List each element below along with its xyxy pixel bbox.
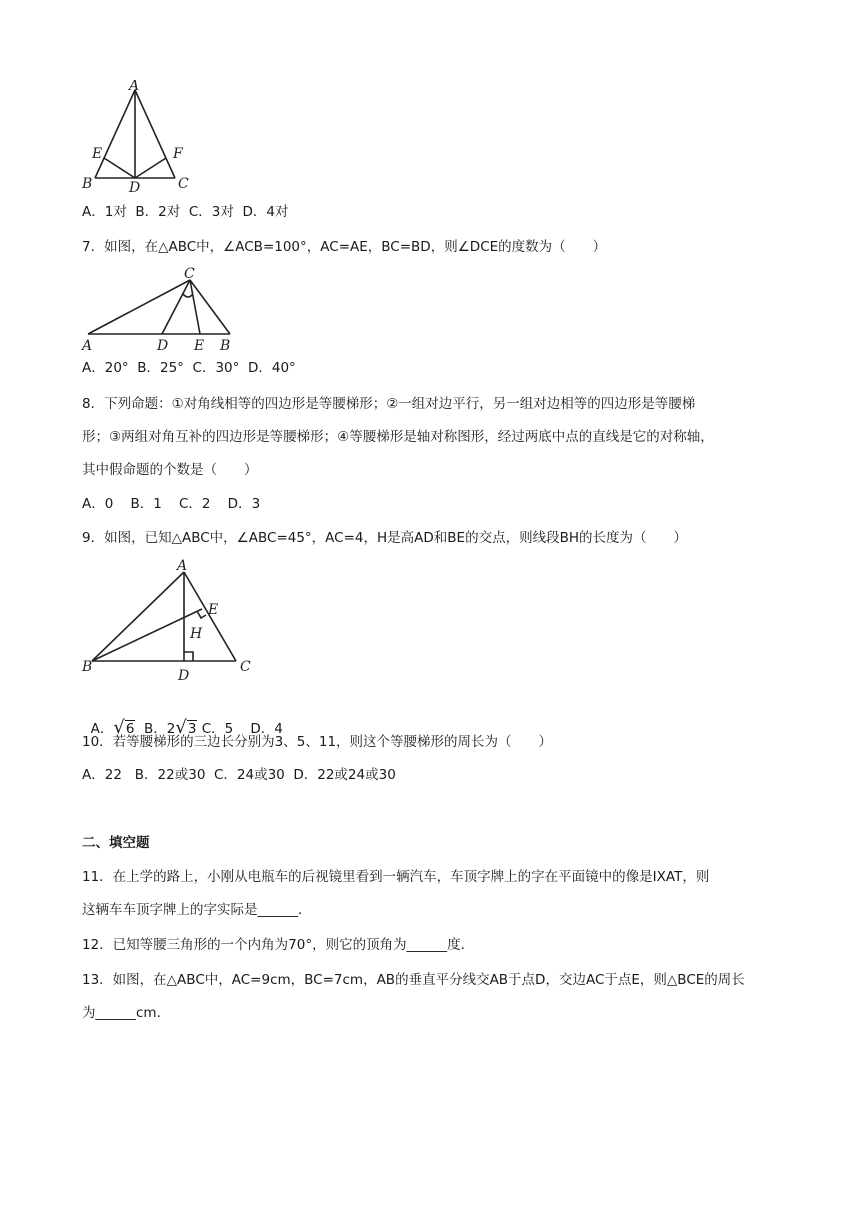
figure-q7-triangle <box>80 262 240 354</box>
q9-option-a-prefix: A． <box>90 721 114 737</box>
q11-question-line2: 这辆车车顶字牌上的字实际是______． <box>82 902 312 918</box>
fig9-label-c: C <box>240 659 251 675</box>
figure-q6-triangle <box>80 80 190 195</box>
q10-question: 10．若等腰梯形的三边长分别为3、5、11，则这个等腰梯形的周长为（ ） <box>82 734 553 750</box>
fig6-label-a: A <box>129 80 140 94</box>
q8-options: A．0 B．1 C．2 D．3 <box>82 496 261 512</box>
q9-option-b-radicand: 3 <box>187 721 197 737</box>
q12-question: 12．已知等腰三角形的一个内角为70°，则它的顶角为______度． <box>82 937 475 953</box>
q8-question-line2: 形；③两组对角互补的四边形是等腰梯形；④等腰梯形是轴对称图形，经过两底中点的直线是它的对称轴， <box>82 429 714 445</box>
fig6-label-e: E <box>92 146 103 162</box>
fig7-label-e: E <box>194 338 205 354</box>
figure-q9-triangle <box>80 556 255 688</box>
fig7-label-d: D <box>157 338 169 354</box>
q7-question: 7．如图，在△ABC中，∠ACB=100°，AC=AE，BC=BD，则∠DCE的度数为（ ） <box>82 239 607 255</box>
q6-options: A．1对 B．2对 C．3对 D．4对 <box>82 204 289 220</box>
fig7-label-a: A <box>82 338 93 354</box>
q9-question: 9．如图，已知△ABC中，∠ABC=45°，AC=4，H是高AD和BE的交点，则线段BH的长度为（ ） <box>82 530 687 546</box>
q8-question-line1: 8．下列命题：①对角线相等的四边形是等腰梯形；②一组对边平行，另一组对边相等的四边形是等腰梯 <box>82 396 696 412</box>
fig9-label-d: D <box>178 668 190 684</box>
sqrt-symbol: √3 <box>175 717 197 738</box>
q10-options: A．22 B．22或30 C．24或30 D．22或24或30 <box>82 767 396 783</box>
q13-question-line2: 为______cm． <box>82 1005 171 1021</box>
q9-option-a-radicand: 6 <box>125 721 135 737</box>
section-title-fill-blank: 二、填空题 <box>82 835 150 851</box>
q8-question-line3: 其中假命题的个数是（ ） <box>82 462 258 478</box>
fig9-label-h: H <box>190 626 203 642</box>
fig6-label-d: D <box>129 180 141 195</box>
fig9-label-e: E <box>208 602 219 618</box>
q9-option-b-prefix: B．2 <box>135 721 176 737</box>
q7-options: A．20° B．25° C．30° D．40° <box>82 360 296 376</box>
fig9-label-a: A <box>177 558 188 574</box>
fig6-label-b: B <box>82 176 93 192</box>
sqrt-symbol: √6 <box>113 717 135 738</box>
fig7-label-c: C <box>184 266 195 282</box>
fig7-label-b: B <box>220 338 231 354</box>
fig9-label-b: B <box>82 659 93 675</box>
q13-question-line1: 13．如图，在△ABC中，AC=9cm，BC=7cm，AB的垂直平分线交AB于点D，交边AC于点E，则△BCE的周长 <box>82 972 745 988</box>
fig6-label-c: C <box>178 176 189 192</box>
q11-question-line1: 11．在上学的路上，小刚从电瓶车的后视镜里看到一辆汽车，车顶字牌上的字在平面镜中的像是IXAT，则 <box>82 869 710 885</box>
q9-option-rest: C．5 D．4 <box>197 721 283 737</box>
fig6-label-f: F <box>173 146 183 162</box>
